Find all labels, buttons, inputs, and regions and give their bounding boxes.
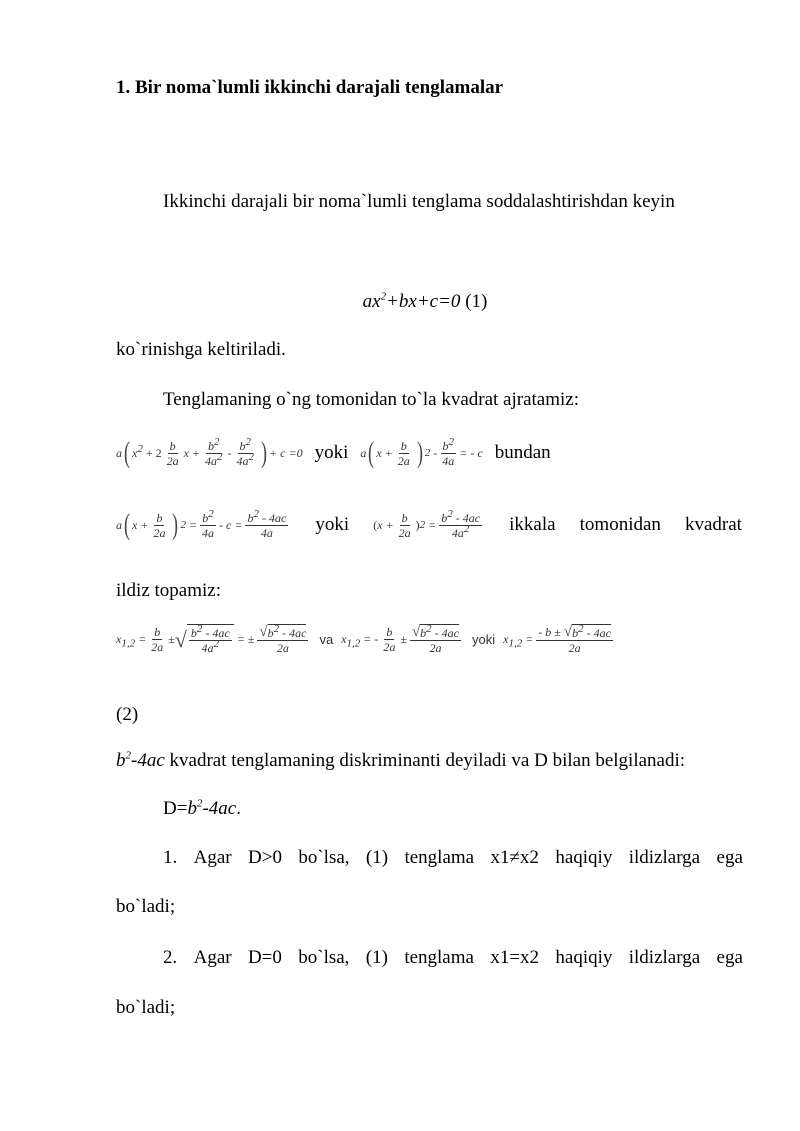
- word-kvadrat: kvadrat: [684, 514, 742, 535]
- item-2-word: ildizlarga: [628, 947, 701, 968]
- paragraph-complete-square: Tenglamaning o`ng tomonidan to`la kvadrat ajratamiz:: [163, 389, 580, 410]
- item-2-word: bo`lsa,: [298, 947, 350, 968]
- discriminant-text: kvadrat tenglamaning diskriminanti deyiladi va D bilan belgilanadi:: [169, 750, 686, 771]
- item-2-word: tenglama: [404, 947, 474, 968]
- item-2-word: haqiqiy: [555, 947, 613, 968]
- item-1-word: x1≠x2: [490, 847, 539, 868]
- formula-row-2: a ( x + $\frac{b}{2a}$ ) 2 = $\frac{b^2}{4a}$ - c = $\frac{b^2 - 4ac}{4a}$ yoki ( x + $\frac{b}{2a}$ ) 2 = $\frac{b^2 - 4ac}{4a^2}$ ikkala tomonidan kvadrat: [116, 507, 742, 541]
- paragraph-roots: ildiz topamiz:: [116, 580, 222, 601]
- list-item-1-continuation: bo`ladi;: [116, 896, 176, 917]
- list-item-2-continuation: bo`ladi;: [116, 997, 176, 1018]
- section-heading: 1. Bir noma`lumli ikkinchi darajali tenglamalar: [116, 77, 504, 98]
- item-2-word: (1): [365, 947, 388, 968]
- item-1-word: haqiqiy: [555, 847, 613, 868]
- paragraph-intro: Ikkinchi darajali bir noma`lumli tenglama soddalashtirishdan keyin: [163, 191, 675, 212]
- word-va: va: [319, 632, 334, 647]
- list-item-2: [163, 946, 743, 970]
- item-2-word: x1=x2: [490, 947, 540, 968]
- word-yoki-1: yoki: [314, 442, 349, 463]
- word-tomonidan: tomonidan: [579, 514, 661, 535]
- equation-2-label: (2): [116, 704, 139, 725]
- word-ikkala: ikkala: [509, 514, 556, 535]
- formula-row-1: a ( $x^2$ + 2 $\frac{b}{2a}$ x + $\frac{b^2}{4a^2}$ - $\frac{b^2}{4a^2}$ ) + c =0 yoki a ( x + $\frac{b}{2a}$ ) 2 - $\frac{b^2}{4a}$ = - c bundan: [116, 435, 551, 469]
- equation-1-label: (1): [465, 291, 488, 312]
- equation-1: $ax^2+bx+c=0$ (1): [362, 290, 488, 312]
- item-1-word: tenglama: [404, 847, 475, 868]
- paragraph-discriminant: $b^2-4ac$ kvadrat tenglamaning diskriminanti deyiladi va D bilan belgilanadi:: [116, 749, 686, 771]
- word-yoki-2: yoki: [315, 514, 350, 535]
- item-2-word: 2.: [163, 947, 178, 968]
- discriminant-formula: $D=b^2-4ac$.: [163, 797, 241, 819]
- item-2-word: ega: [716, 947, 743, 968]
- word-bundan: bundan: [494, 442, 551, 463]
- list-item-1: [163, 846, 743, 870]
- item-1-word: ildizlarga: [628, 847, 701, 868]
- discriminant-prefix: D=: [163, 798, 188, 819]
- item-1-word: Agar: [193, 847, 232, 868]
- formula-row-3: $x_{1,2}$ = $\frac{b}{2a}$ ± √ $\frac{b^2 - 4ac}{4a^2}$ = ± √ $b^2 - 4ac$ 2a va $x_{1,2}$ = - $\frac{b}{2a}$ ± √ $b^2 - 4ac$ 2a yoki $x_{1,2}$ = - b ± √ $b^2 - 4ac$ 2a: [116, 623, 611, 655]
- item-2-word: D=0: [247, 947, 282, 968]
- item-1-word: bo`lsa,: [298, 847, 350, 868]
- item-1-word: ega: [716, 847, 743, 868]
- item-1-word: (1): [365, 847, 389, 868]
- item-2-word: Agar: [193, 947, 232, 968]
- item-1-word: 1.: [163, 847, 178, 868]
- item-1-word: D>0: [248, 847, 282, 868]
- word-yoki-3: yoki: [472, 632, 496, 647]
- paragraph-form: ko`rinishga keltiriladi.: [116, 339, 286, 360]
